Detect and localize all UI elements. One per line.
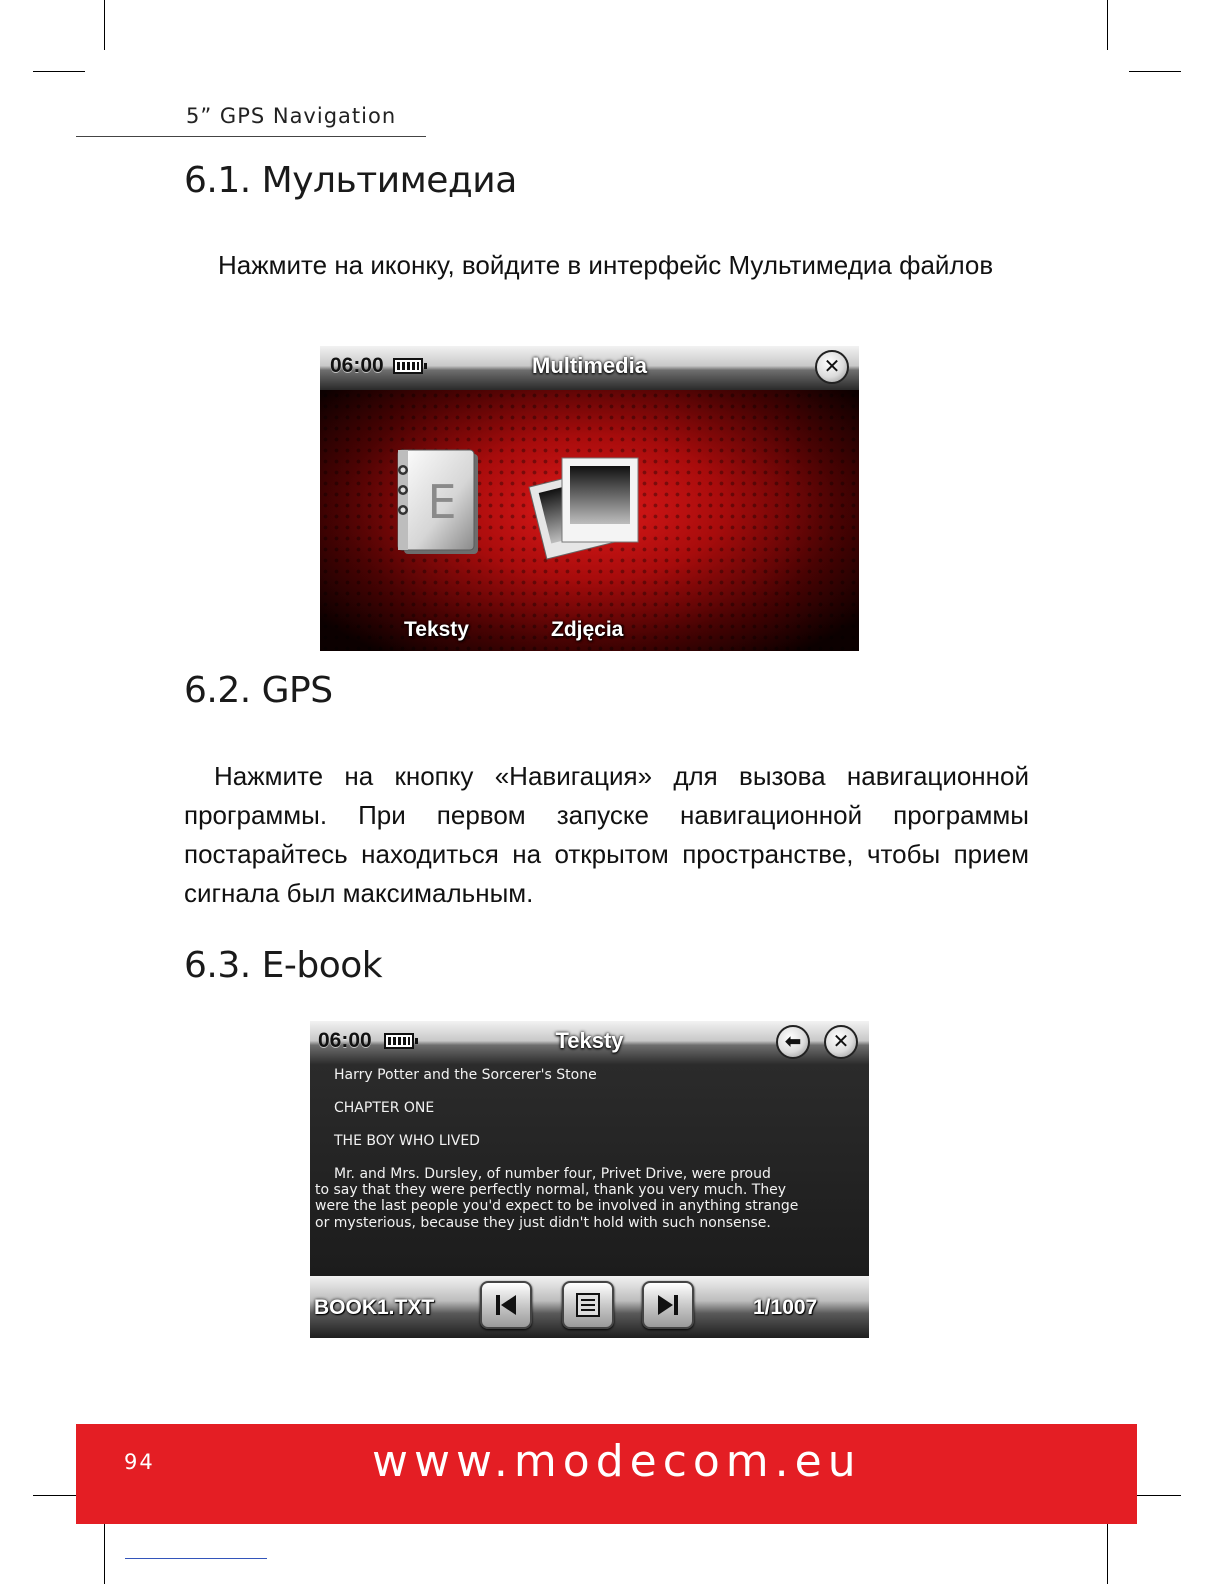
- book-text-line: CHAPTER ONE: [334, 1100, 435, 1116]
- multimedia-screen: [320, 346, 859, 651]
- crop-mark: [104, 1516, 105, 1584]
- skip-next-icon[interactable]: [642, 1281, 694, 1329]
- book-text-line: Harry Potter and the Sorcerer's Stone: [334, 1067, 597, 1083]
- photos-icon[interactable]: [528, 450, 644, 560]
- file-name: BOOK1.TXT: [314, 1296, 435, 1319]
- clock: 06:00: [330, 354, 384, 377]
- footer-bar: [76, 1424, 1137, 1524]
- skip-previous-icon[interactable]: [480, 1281, 532, 1329]
- section-title-gps: 6.2. GPS: [184, 670, 333, 711]
- book-text-line: THE BOY WHO LIVED: [334, 1133, 480, 1149]
- menu-item-zdjecia[interactable]: Zdjęcia: [551, 618, 624, 641]
- clock: 06:00: [318, 1029, 372, 1052]
- section-paragraph-multimedia: Нажмите на иконку, войдите в интерфейс Мультимедиа файлов: [218, 250, 994, 280]
- screen-title: Teksty: [555, 1028, 624, 1053]
- section-title-multimedia: 6.1. Мультимедиа: [184, 160, 517, 201]
- title-bar: [310, 1021, 869, 1066]
- book-text-line: Mr. and Mrs. Dursley, of number four, Privet Drive, were proud: [334, 1166, 771, 1182]
- bottom-rule: [125, 1558, 267, 1559]
- page-indicator: 1/1007: [753, 1296, 818, 1319]
- book-text-area: [310, 1065, 869, 1276]
- title-bar: [320, 346, 859, 391]
- crop-mark: [1107, 1516, 1108, 1584]
- back-arrow-icon[interactable]: ⬅: [776, 1025, 810, 1059]
- footer-url[interactable]: www.modecom.eu: [372, 1436, 862, 1487]
- menu-area: [320, 390, 859, 651]
- ebook-screen: [310, 1021, 869, 1338]
- section-paragraph-gps: Нажмите на кнопку «Навигация» для вызова навигационной программы. При первом запуске навигационной программы постарайтесь находиться на открытом пространстве, чтобы прием сигнала был максимальным.: [184, 761, 1029, 908]
- section-title-ebook: 6.3. E-book: [184, 945, 383, 986]
- menu-item-teksty[interactable]: Teksty: [404, 618, 469, 641]
- close-icon[interactable]: ✕: [815, 350, 849, 384]
- book-text-line: were the last people you'd expect to be involved in anything strange: [315, 1198, 799, 1214]
- screen-title: Multimedia: [532, 353, 647, 378]
- book-text-line: or mysterious, because they just didn't hold with such nonsense.: [315, 1215, 771, 1231]
- book-text-line: to say that they were perfectly normal, thank you very much. They: [315, 1182, 787, 1198]
- crop-mark: [1129, 71, 1181, 72]
- page-number: 94: [124, 1450, 155, 1474]
- running-header: 5” GPS Navigation: [186, 104, 397, 128]
- book-icon[interactable]: [394, 448, 482, 560]
- bottom-toolbar: [310, 1276, 869, 1338]
- header-rule: [76, 136, 426, 137]
- crop-mark: [104, 0, 105, 50]
- list-icon[interactable]: [562, 1281, 614, 1329]
- crop-mark: [33, 71, 85, 72]
- book-icon-letter: E: [427, 475, 457, 529]
- close-icon[interactable]: ✕: [824, 1025, 858, 1059]
- crop-mark: [1107, 0, 1108, 50]
